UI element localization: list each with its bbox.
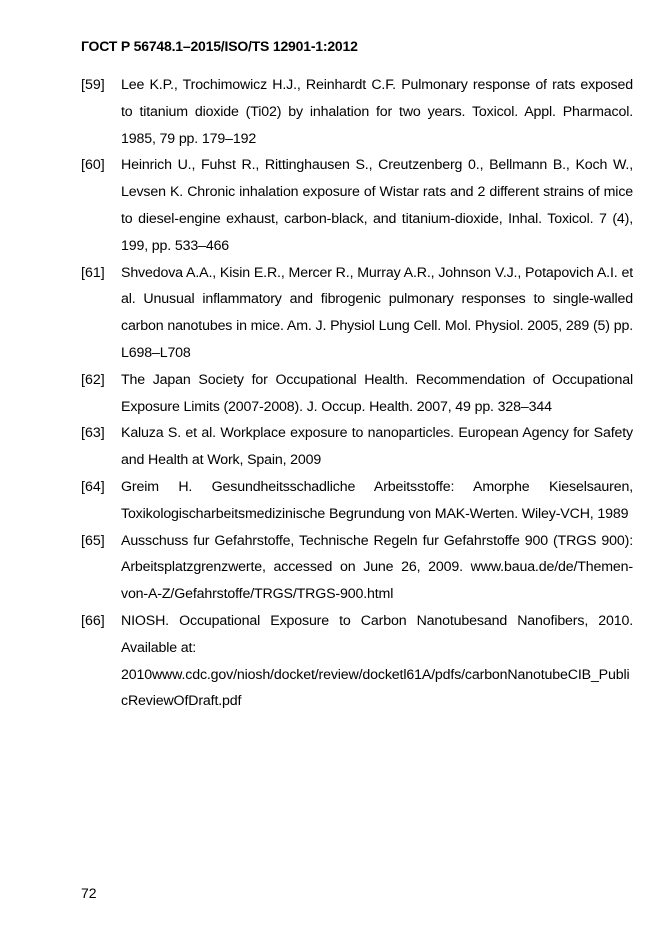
document-header: ГОСТ Р 56748.1–2015/ISO/TS 12901-1:2012 — [81, 38, 358, 54]
reference-number: [62] — [81, 371, 105, 388]
reference-number: [59] — [81, 77, 105, 93]
page-number: 72 — [81, 885, 97, 901]
reference-item — [81, 367, 633, 421]
reference-number: [65] — [81, 532, 105, 549]
reference-item — [81, 528, 633, 608]
reference-text-block — [121, 608, 633, 715]
reference-text: Kaluza S. et al. Workplace exposure to nanoparticles. European Agency for Safety and Health at Work, Spain, 2009 — [121, 425, 633, 469]
reference-item — [81, 260, 633, 367]
reference-number: [66] — [81, 612, 105, 629]
reference-text: Heinrich U., Fuhst R., Rittinghausen S., Creutzenberg 0., Bellmann B., Koch W., Levsen K. Chronic inhalation exposure of Wistar rats and 2 different strains of mice to diesel-engine exhaust, carbon-black, and titanium-dioxide, Inhal. Toxicol. 7 (4), 199, pp. 533–466 — [121, 157, 633, 254]
reference-item — [81, 152, 633, 259]
reference-item — [81, 420, 633, 474]
reference-text: NIOSH. Occupational Exposure to Carbon Nanotubesand Nanofibers, 2010. Available at: — [121, 612, 633, 656]
reference-item — [81, 474, 633, 528]
reference-number: [61] — [81, 264, 105, 281]
reference-number: [60] — [81, 157, 105, 174]
reference-text: Greim H. Gesundheitsschadliche Arbeitsstoffe: Amorphe Kieselsauren, Toxikologischarbeitsmedizinische Begrundung von MAK-Werten. Wiley-VCH, 1989 — [121, 478, 633, 522]
reference-list — [81, 72, 633, 715]
reference-text: The Japan Society for Occupational Health. Recommendation of Occupational Exposure Limits (2007-2008). J. Occup. Health. 2007, 49 pp. 328–344 — [121, 371, 633, 415]
reference-number: [63] — [81, 425, 105, 442]
reference-item — [81, 72, 633, 152]
reference-text: Lee K.P., Trochimowicz H.J., Reinhardt C.F. Pulmonary response of rats exposed to titanium dioxide (Ti02) by inhalation for two years. Toxicol. Appl. Pharmacol. 1985, 79 pp. 179–192 — [121, 77, 633, 147]
reference-url-link[interactable]: 2010www.cdc.gov/niosh/docket/review/docketl61A/pdfs/carbonNanotubeCIB_PublicReviewOfDraft.pdf — [121, 666, 630, 710]
reference-item — [81, 608, 633, 715]
reference-number: [64] — [81, 478, 105, 495]
reference-text: Shvedova A.A., Kisin E.R., Mercer R., Murray A.R., Johnson V.J., Potapovich A.I. et al. Unusual inflammatory and fibrogenic pulmonary responses to single-walled carbon nanotubes in mice. Am. J. Physiol Lung Cell. Mol. Physiol. 2005, 289 (5) pp. L698–L708 — [121, 264, 633, 361]
reference-text: Ausschuss fur Gefahrstoffe, Technische Regeln fur Gefahrstoffe 900 (TRGS 900): Arbeitsplatzgrenzwerte, accessed on June 26, 2009. www.baua.de/de/Themen-von-A-Z/Gefahrstoffe/TRGS/TRGS-900.html — [121, 532, 633, 603]
